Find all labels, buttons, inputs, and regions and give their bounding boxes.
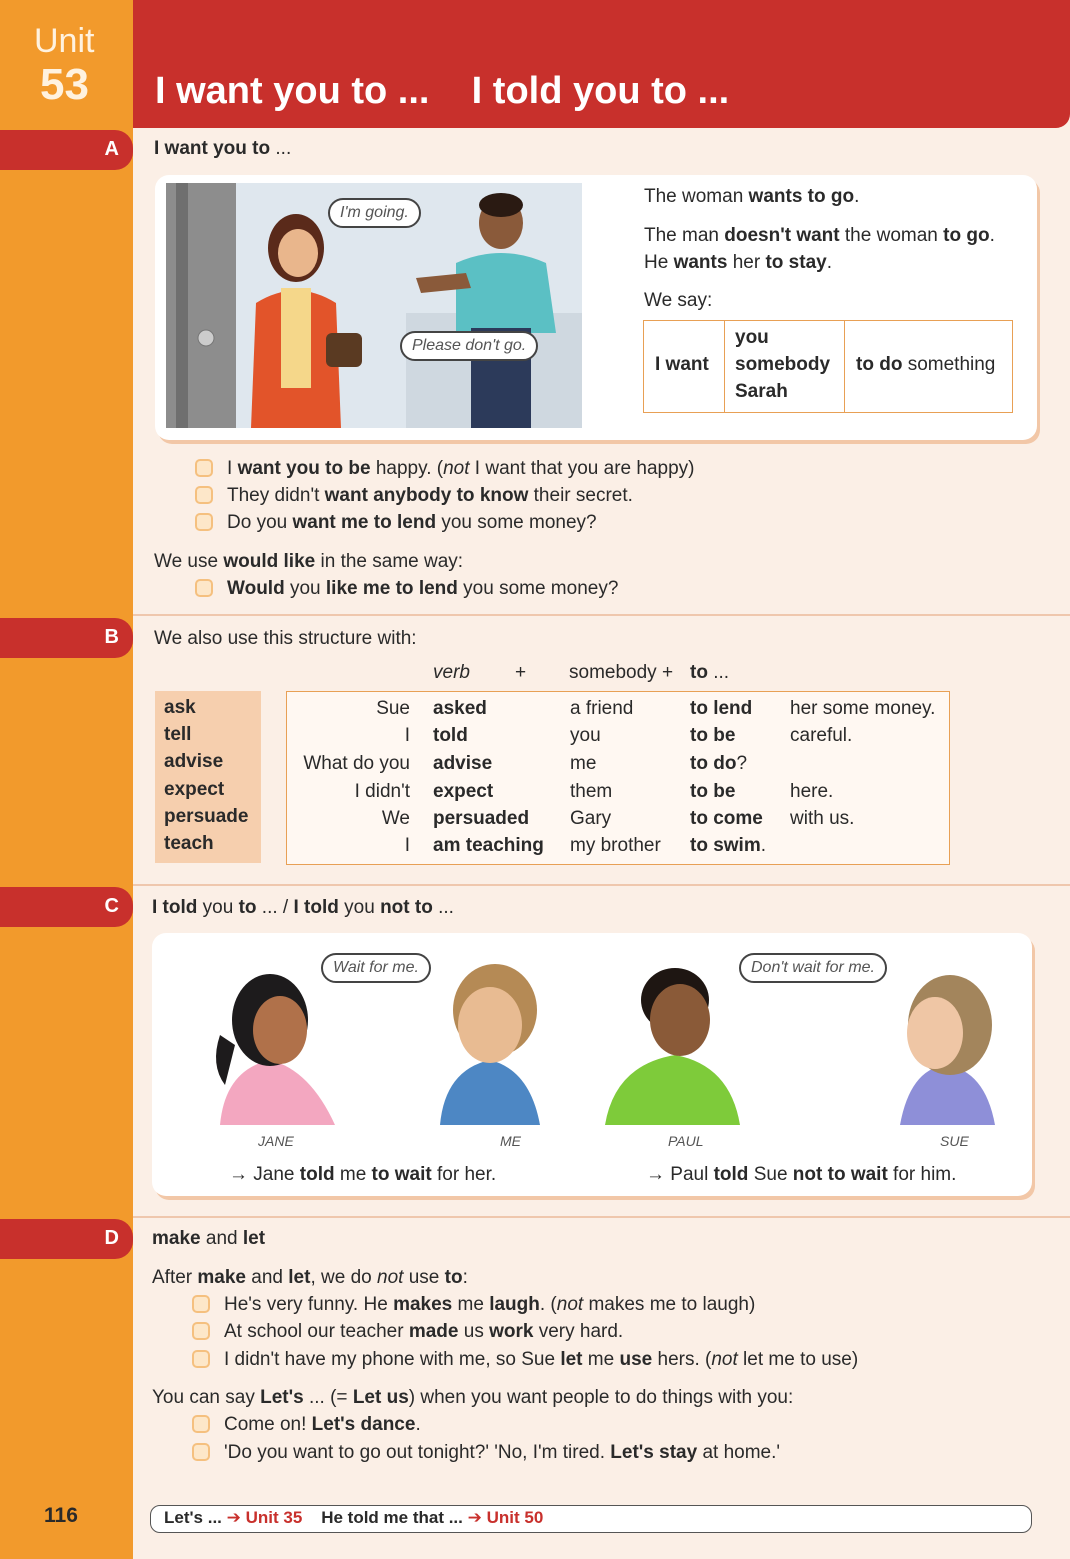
table-cell-text: Sarah [735, 381, 788, 402]
speech-bubble-jane: Wait for me. [321, 953, 431, 983]
unit-box [0, 0, 133, 128]
table-cell [644, 321, 725, 412]
speech-bubble-woman: I'm going. [328, 198, 421, 228]
verb-item: expect [164, 779, 225, 800]
section-d-intro: After make and let, we do not use to: [152, 1267, 468, 1288]
table-cell [724, 321, 845, 412]
row-subject: Sue [376, 698, 410, 719]
unit-label: Unit [34, 22, 95, 60]
bullet-icon [195, 459, 213, 477]
table-cell-text: you [735, 327, 769, 348]
pattern-table [643, 320, 1013, 413]
section-d-heading: make and let [152, 1228, 266, 1249]
verb-item: persuade [164, 806, 249, 827]
section-tab-b [0, 618, 133, 658]
table-cell-text: to do something [856, 354, 996, 375]
verb-item: teach [164, 833, 214, 854]
pattern-verb: verb [433, 662, 470, 683]
bullet-icon [192, 1322, 210, 1340]
row-object: Gary [570, 808, 612, 829]
lets-intro: You can say Let's ... (= Let us) when you want people to do things with you: [152, 1387, 794, 1408]
bullet-icon [195, 486, 213, 504]
sidebar [0, 0, 133, 1559]
desc-line-3: He wants her to stay. [644, 252, 832, 273]
pattern-somebody: somebody + [569, 662, 674, 683]
row-object: you [570, 725, 601, 746]
bullet-icon [192, 1415, 210, 1433]
tab-label: D [104, 1227, 119, 1249]
cross-references: Let's ... ➔ Unit 35 He told me that ... ➔ Unit 50 [164, 1508, 544, 1527]
bullet-icon [192, 1350, 210, 1368]
speech-bubble-paul: Don't wait for me. [739, 953, 887, 983]
bullet-icon [192, 1295, 210, 1313]
verb-item: ask [164, 697, 196, 718]
row-verb: told [433, 725, 468, 746]
page-header [133, 0, 1070, 128]
cross-reference-bar [150, 1505, 1032, 1533]
pattern-to: to ... [690, 662, 730, 683]
arrow-right-icon: ➔ [226, 1508, 241, 1527]
section-divider [133, 1216, 1070, 1218]
row-verb: am teaching [433, 835, 544, 856]
section-tab-c [0, 887, 133, 927]
row-verb: expect [433, 781, 494, 802]
table-cell-text: I want [655, 354, 709, 375]
row-subject: We [381, 808, 410, 829]
row-rest: her some money. [790, 698, 936, 719]
list-item: I didn't have my phone with me, so Sue let me use hers. (not let me to use) [192, 1349, 858, 1371]
caption-sue: SUE [940, 1133, 969, 1149]
caption-me: ME [500, 1133, 521, 1149]
desc-line-2: The man doesn't want the woman to go. [644, 225, 995, 246]
bullet-icon [195, 513, 213, 531]
bullet-icon [195, 579, 213, 597]
section-divider [133, 884, 1070, 886]
row-infinitive: to come [690, 808, 763, 829]
list-item: 'Do you want to go out tonight?' 'No, I'm tired. Let's stay at home.' [192, 1442, 780, 1464]
speech-bubble-man: Please don't go. [400, 331, 538, 361]
list-item: They didn't want anybody to know their secret. [195, 485, 633, 507]
list-item: I want you to be happy. (not I want that you are happy) [195, 458, 694, 480]
unit-number: 53 [40, 60, 89, 109]
result-sentence-1: → Jane told me to wait for her. [229, 1164, 497, 1185]
verb-item: advise [164, 751, 224, 772]
row-infinitive: to do? [690, 753, 748, 774]
link-unit-35[interactable]: Unit 35 [245, 1508, 303, 1527]
row-subject: I didn't [354, 781, 410, 802]
result-sentence-2: → Paul told Sue not to wait for him. [646, 1164, 957, 1185]
verb-list-box [155, 691, 261, 863]
row-object: my brother [570, 835, 661, 856]
section-a-heading: I want you to ... [154, 138, 292, 159]
would-like-intro: We use would like in the same way: [154, 551, 464, 572]
table-cell-text: somebody [735, 354, 831, 375]
list-item: Do you want me to lend you some money? [195, 512, 597, 534]
list-item: Would you like me to lend you some money? [195, 578, 618, 600]
pattern-plus: + [515, 662, 527, 683]
section-divider [133, 614, 1070, 616]
section-b-intro: We also use this structure with: [154, 628, 417, 649]
row-subject: What do you [303, 753, 410, 774]
section-c-heading: I told you to ... / I told you not to ... [152, 897, 454, 918]
caption-jane: JANE [258, 1133, 294, 1149]
row-verb: persuaded [433, 808, 530, 829]
row-object: me [570, 753, 597, 774]
row-object: them [570, 781, 613, 802]
row-infinitive: to be [690, 725, 736, 746]
section-tab-a [0, 130, 133, 170]
row-subject: I [404, 725, 410, 746]
arrow-right-icon: ➔ [467, 1508, 482, 1527]
row-infinitive: to be [690, 781, 736, 802]
list-item: At school our teacher made us work very hard. [192, 1321, 623, 1343]
section-tab-d [0, 1219, 133, 1259]
page-title: I want you to ... I told you to ... [155, 70, 730, 112]
tab-label: A [104, 138, 119, 160]
row-rest: here. [790, 781, 834, 802]
verb-item: tell [164, 724, 192, 745]
row-object: a friend [570, 698, 634, 719]
desc-line-1: The woman wants to go. [644, 186, 860, 207]
row-infinitive: to swim. [690, 835, 767, 856]
page-number: 116 [44, 1504, 78, 1527]
row-verb: advise [433, 753, 493, 774]
row-rest: careful. [790, 725, 853, 746]
we-say-label: We say: [644, 290, 713, 311]
row-verb: asked [433, 698, 487, 719]
list-item: Come on! Let's dance. [192, 1414, 421, 1436]
list-item: He's very funny. He makes me laugh. (not makes me to laugh) [192, 1294, 755, 1316]
caption-paul: PAUL [668, 1133, 704, 1149]
link-unit-50[interactable]: Unit 50 [486, 1508, 544, 1527]
row-rest: with us. [790, 808, 855, 829]
tab-label: C [104, 895, 119, 917]
bullet-icon [192, 1443, 210, 1461]
row-subject: I [404, 835, 410, 856]
tab-label: B [104, 626, 119, 648]
row-infinitive: to lend [690, 698, 753, 719]
